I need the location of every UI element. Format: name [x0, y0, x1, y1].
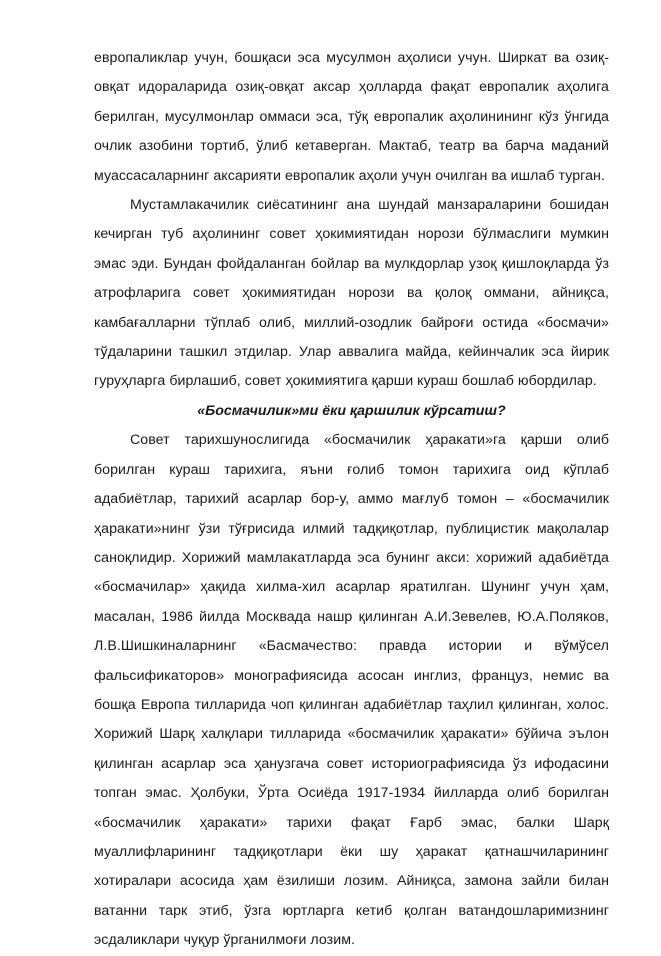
- section-heading: «Босмачилик»ми ёки қаршилик кўрсатиш?: [197, 402, 506, 419]
- paragraph-2: Мустамлакачилик сиёсатининг ана шундай манзараларини бошидан кечирган туб аҳолининг совет ҳокимиятидан норози бўлмаслиги мумкин эмас эди. Бундан фойдаланган бойлар ва мулкдорлар узоқ қишлоқларда ўз атрофларига совет ҳокимиятидан норози ва қолоқ оммани, айниқса, камбағалларни тўплаб олиб, миллий-озодлик байроғи остида «босмачи» тўдаларини ташкил этдилар. Улар аввалига майда, кейинчалик эса йирик гуруҳларга бирлашиб, совет ҳокимиятига қарши кураш бошлаб юбордилар.: [94, 197, 609, 390]
- document-page: [94, 44, 609, 956]
- paragraph-1: европаликлар учун, бошқаси эса мусулмон аҳолиси учун. Ширкат ва озиқ-овқат идораларида озиқ-овқат аксар ҳолларда фақат европалик аҳолига берилган, мусулмонлар оммаси эса, тўқ европалик аҳолинининг кўз ўнгида очлик азобини тортиб, ўлиб кетаверган. Мактаб, театр ва барча маданий муассасаларнинг аксарияти европалик аҳоли учун очилган ва ишлаб турган.: [94, 50, 609, 184]
- paragraph-3: Совет тарихшунослигида «босмачилик ҳаракати»га қарши олиб борилган кураш тарихига, яъни ғолиб томон тарихига оид кўплаб адабиётлар, тарихий асарлар бор-у, аммо мағлуб томон – «босмачилик ҳаракати»нинг ўзи тўғрисида илмий тадқиқотлар, публицистик мақолалар саноқлидир. Хорижий мамлакатларда эса бунинг акси: хорижий адабиётда «босмачилар» ҳақида хилма-хил асарлар яратилган. Шунинг учун ҳам, масалан, 1986 йилда Москвада нашр қилинган А.И.Зевелев, Ю.А.Поляков, Л.В.Шишкиналарнинг «Басмачество: правда истории и вўмўсел фальсификаторов» монографиясида асосан инглиз, француз, немис ва бошқа Европа тилларида чоп қилинган адабиётлар таҳлил қилинган, холос. Хорижий Шарқ халқлари тилларида «босмачилик ҳаракати» бўйича эълон қилинган асарлар эса ҳанузгача совет историографиясида ўз ифодасини топган эмас. Ҳолбуки, Ўрта Осиёда 1917-1934 йилларда олиб борилган «босмачилик ҳаракати» тарихи фақат Ғарб эмас, балки Шарқ муаллифларининг тадқиқотлари ёки шу ҳаракат қатнашчиларининг хотиралари асосида ҳам ёзилиши лозим. Айниқса, замона зайли билан ватанни тарк этиб, ўзга юртларга кетиб қолган ватандошларимизнинг эсдаликлари чуқур ўрганилмоғи лозим.: [94, 432, 609, 949]
